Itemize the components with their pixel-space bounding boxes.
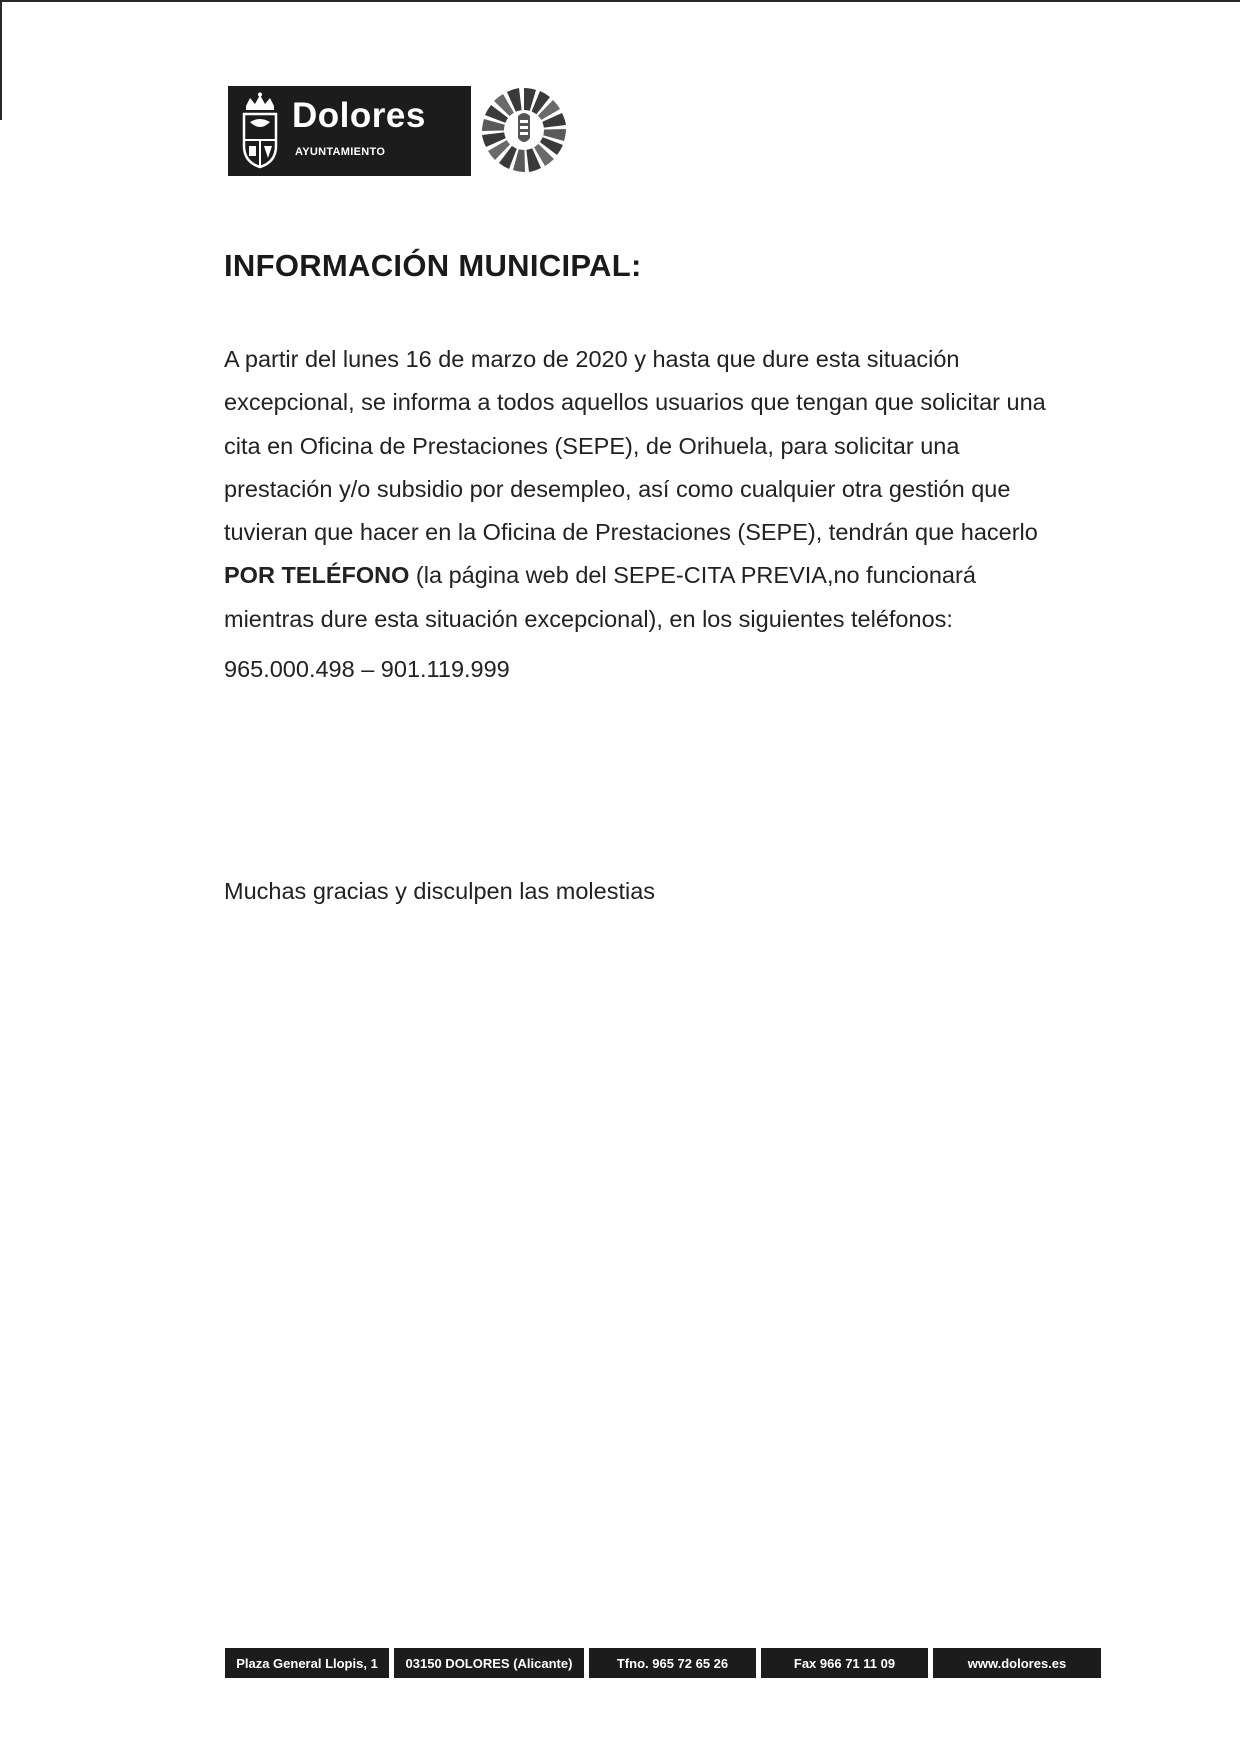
logo-subtitle: AYUNTAMIENTO — [295, 146, 386, 158]
paragraph-line: prestación y/o subsidio por desempleo, así como cualquier otra gestión que — [224, 475, 1011, 502]
footer-website[interactable]: www.dolores.es — [933, 1648, 1101, 1678]
logo-name: Dolores — [292, 96, 426, 135]
paragraph-line-rest: (la página web del SEPE-CITA PREVIA,no funcionará — [409, 562, 976, 589]
paragraph-line: tuvieran que hacer en la Oficina de Prestaciones (SEPE), tendrán que hacerlo — [224, 519, 1038, 546]
footer-bar — [225, 1648, 1101, 1678]
paragraph-line: excepcional, se informa a todos aquellos usuarios que tengan que solicitar una — [224, 389, 1046, 416]
crest-icon — [238, 92, 282, 170]
phone-numbers: 965.000.498 – 901.119.999 — [224, 656, 510, 682]
footer-fax: Fax 966 71 11 09 — [761, 1648, 928, 1678]
paragraph-line-phone — [224, 554, 1124, 597]
notice-paragraph — [224, 338, 1124, 641]
scan-edge-top — [0, 0, 1240, 2]
agenda-2030-logo — [474, 80, 574, 180]
phone-emphasis: POR TELÉFONO — [224, 562, 410, 589]
paragraph-line: A partir del lunes 16 de marzo de 2020 y hasta que dure esta situación — [224, 346, 960, 372]
scan-edge-left — [0, 0, 2, 120]
page-title: INFORMACIÓN MUNICIPAL: — [224, 248, 642, 283]
paragraph-line: cita en Oficina de Prestaciones (SEPE), de Orihuela, para solicitar una — [224, 432, 960, 459]
closing-text: Muchas gracias y disculpen las molestias — [224, 878, 656, 904]
footer-postal: 03150 DOLORES (Alicante) — [394, 1648, 584, 1678]
footer-address: Plaza General Llopis, 1 — [225, 1648, 389, 1678]
footer-phone: Tfno. 965 72 65 26 — [589, 1648, 756, 1678]
paragraph-line: mientras dure esta situación excepcional), en los siguientes teléfonos: — [224, 605, 953, 632]
dolores-logo — [228, 86, 471, 176]
